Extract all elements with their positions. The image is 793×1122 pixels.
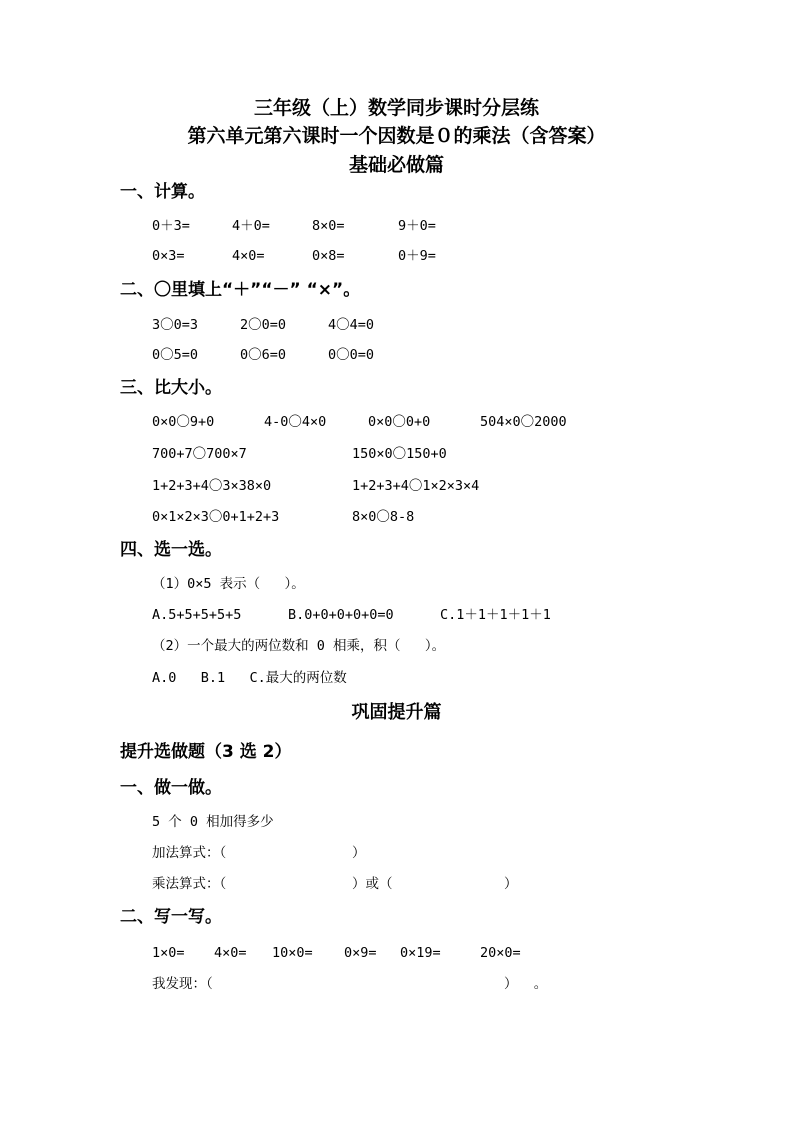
exercise: 700+7〇700×7 bbox=[152, 446, 247, 462]
section2-heading: 二、〇里填上“＋”“－” “×”。 bbox=[120, 280, 361, 300]
exercise: 4-0〇4×0 bbox=[264, 414, 327, 430]
exercise: 4×0= bbox=[214, 945, 247, 961]
question-2: （2）一个最大的两位数和 0 相乘，积（ ）。 bbox=[152, 638, 446, 654]
exercise: 8×0= bbox=[312, 218, 345, 234]
section4-heading: 四、选一选。 bbox=[120, 540, 222, 560]
exercise: 0〇0=0 bbox=[328, 347, 375, 363]
discover-label: 我发现：（ bbox=[152, 976, 213, 992]
exercise: 0＋3= bbox=[152, 218, 190, 234]
exercise: 0×0〇9+0 bbox=[152, 414, 215, 430]
exercise: 10×0= bbox=[272, 945, 313, 961]
exercise: 0〇5=0 bbox=[152, 347, 199, 363]
exercise: 3〇0=3 bbox=[152, 317, 199, 333]
question-1: （1）0×5 表示（ ）。 bbox=[152, 576, 305, 592]
section3-heading: 三、比大小。 bbox=[120, 378, 222, 398]
exercise: 504×0〇2000 bbox=[480, 414, 567, 430]
multiplication-label: 乘法算式：（ bbox=[152, 876, 227, 892]
question-2-options: A.0 B.1 C.最大的两位数 bbox=[152, 670, 347, 686]
exercise: 4＋0= bbox=[232, 218, 270, 234]
exercise: 0＋9= bbox=[398, 248, 436, 264]
exercise: 0×8= bbox=[312, 248, 345, 264]
exercise: 150×0〇150+0 bbox=[352, 446, 447, 462]
section-title-advanced: 巩固提升篇 bbox=[351, 702, 442, 723]
exercise: 0×19= bbox=[400, 945, 441, 961]
addition-close: ） bbox=[352, 845, 366, 861]
exercise: 4×0= bbox=[232, 248, 265, 264]
exercise: 0×9= bbox=[344, 945, 377, 961]
discover-close: ） 。 bbox=[504, 976, 548, 992]
exercise: 1+2+3+4〇1×2×3×4 bbox=[352, 478, 480, 494]
multiplication-close: ） bbox=[504, 876, 518, 892]
page-subtitle: 第六单元第六课时一个因数是０的乘法（含答案） bbox=[187, 125, 606, 147]
exercise: 20×0= bbox=[480, 945, 521, 961]
adv-section2-heading: 二、写一写。 bbox=[120, 907, 222, 927]
exercise: 1+2+3+4〇3×38×0 bbox=[152, 478, 272, 494]
advanced-subtitle: 提升选做题（3 选 2） bbox=[120, 742, 292, 762]
exercise: 0×1×2×3〇0+1+2+3 bbox=[152, 509, 280, 525]
exercise: 9＋0= bbox=[398, 218, 436, 234]
multiplication-or: ）或（ bbox=[352, 876, 393, 892]
exercise: 2〇0=0 bbox=[240, 317, 287, 333]
option-b: B.0+0+0+0+0=0 bbox=[288, 607, 394, 623]
exercise: 0〇6=0 bbox=[240, 347, 287, 363]
adv-section1-heading: 一、做一做。 bbox=[120, 778, 222, 798]
exercise: 0×0〇0+0 bbox=[368, 414, 431, 430]
exercise: 0×3= bbox=[152, 248, 185, 264]
exercise: 1×0= bbox=[152, 945, 185, 961]
section-title-basic: 基础必做篇 bbox=[348, 154, 444, 176]
section1-heading: 一、计算。 bbox=[120, 182, 205, 202]
exercise: 4〇4=0 bbox=[328, 317, 375, 333]
option-c: C.1＋1＋1＋1＋1 bbox=[440, 607, 551, 623]
addition-label: 加法算式：（ bbox=[152, 845, 227, 861]
exercise: 8×0〇8-8 bbox=[352, 509, 415, 525]
prompt-line: 5 个 0 相加得多少 bbox=[152, 814, 274, 830]
page-title: 三年级（上）数学同步课时分层练 bbox=[253, 97, 539, 119]
option-a: A.5+5+5+5+5 bbox=[152, 607, 242, 623]
